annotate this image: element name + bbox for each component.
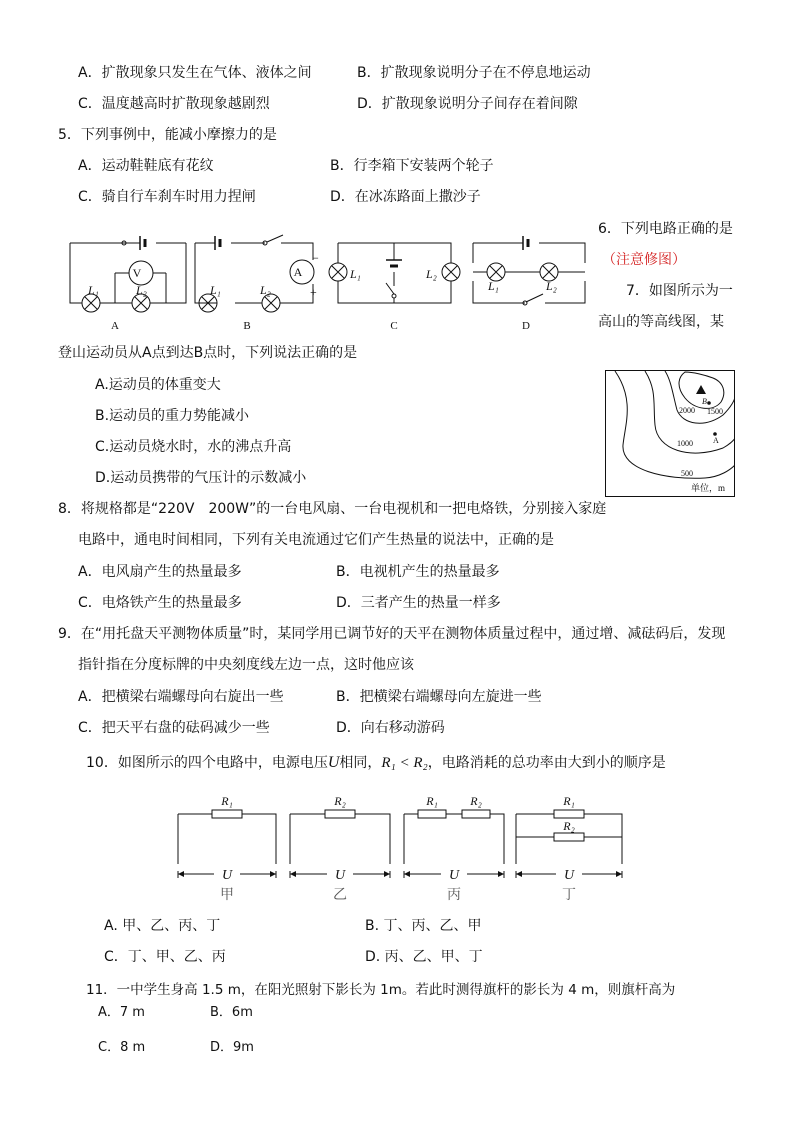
yi-u: U (334, 868, 346, 883)
q9-option-a: A．把横梁右端螺母向右旋出一些 (78, 689, 284, 705)
q6-stem: 6．下列电路正确的是 (598, 221, 733, 237)
circuit-b-label: B (243, 320, 251, 332)
yi-r2: R₂ (334, 794, 346, 808)
contour-1500: 1500 (707, 407, 723, 416)
q7-option-a: A.运动员的体重变大 (95, 377, 221, 393)
q10-stem-b: 相同， (339, 755, 382, 771)
q8-option-b: B．电视机产生的热量最多 (336, 564, 500, 580)
circuit-a (70, 236, 186, 312)
q7-option-c: C.运动员烧水时，水的沸点升高 (95, 439, 292, 455)
q8-option-c: C．电烙铁产生的热量最多 (78, 595, 242, 611)
q4-option-a: A．扩散现象只发生在气体、液体之间 (78, 65, 312, 81)
ding-u: U (563, 868, 575, 883)
circuit-d (473, 236, 585, 305)
q6-circuit-figure (60, 226, 600, 336)
q5-stem: 5．下列事例中，能减小摩擦力的是 (58, 127, 277, 143)
q11-option-b: B．6m (210, 1005, 253, 1020)
circuit-c-label: C (390, 320, 398, 332)
q10-stem-condition: R₁ < R₂ (381, 755, 428, 771)
q11-stem: 11．一中学生身高 1.5 m，在阳光照射下影长为 1m。若此时测得旗杆的影长为 4 m，则旗杆高为 (86, 982, 676, 998)
contour-2000: 2000 (679, 406, 695, 415)
a-l2: L₂ (136, 283, 147, 297)
d-l1: L₁ (488, 279, 499, 293)
q7-option-d: D.运动员携带的气压计的示数减小 (95, 470, 307, 486)
q9-line-1: 9．在“用托盘天平测物体质量”时，某同学用已调节好的天平在测物体质量过程中，通过增、减砝码后，发现 (58, 626, 726, 642)
q5-option-c: C．骑自行车刹车时用力捏闸 (78, 189, 256, 205)
q8-option-a: A．电风扇产生的热量最多 (78, 564, 242, 580)
q8-line-1: 8．将规格都是“220V 200W”的一台电风扇、一台电视机和一把电烙铁，分别接入家庭 (58, 501, 607, 517)
q10-stem-a: 10．如图所示的四个电路中，电源电压 (86, 755, 328, 771)
ding-r1: R₁ (563, 794, 575, 808)
circuit-a-label: A (111, 320, 119, 332)
q9-line-2: 指针指在分度标牌的中央刻度线左边一点，这时他应该 (78, 657, 414, 673)
c-l2: L₂ (426, 267, 437, 281)
q11-option-d: D．9m (210, 1040, 254, 1055)
label-bing: 丙 (447, 888, 461, 903)
q10-option-a: A. 甲、乙、丙、丁 (104, 918, 221, 934)
q11-option-a: A．7 m (98, 1005, 145, 1020)
circuit-d-label: D (522, 320, 530, 332)
bing-r2: R₂ (470, 794, 482, 808)
q9-option-c: C．把天平右盘的砝码减少一些 (78, 720, 270, 736)
label-yi: 乙 (333, 888, 347, 903)
q10-circuit-figure (170, 790, 626, 908)
q8-line-2: 电路中，通电时间相同，下列有关电流通过它们产生热量的说法中，正确的是 (78, 532, 554, 548)
q5-option-a: A．运动鞋鞋底有花纹 (78, 158, 214, 174)
q10-stem-u: U (327, 754, 340, 771)
q4-option-b: B．扩散现象说明分子在不停息地运动 (357, 65, 591, 81)
q7-stem-2: 高山的等高线图，某 (598, 314, 724, 330)
map-unit: 单位，m (691, 483, 726, 493)
q9-option-d: D．向右移动游码 (336, 720, 445, 736)
jia-r1: R₁ (221, 794, 233, 808)
bing-u: U (448, 868, 460, 883)
b-l1: L₁ (210, 283, 221, 297)
point-b-label: B (702, 397, 707, 406)
q5-option-d: D．在冰冻路面上撒沙子 (330, 189, 481, 205)
point-a-label: A (713, 436, 719, 445)
q10-option-c: C．丁、甲、乙、丙 (104, 949, 226, 965)
circuit-c (329, 243, 460, 303)
contour-map (605, 370, 735, 497)
q10-option-d: D. 丙、乙、甲、丁 (365, 949, 483, 965)
q10-option-b: B. 丁、丙、乙、甲 (365, 918, 482, 934)
jia-u: U (221, 868, 233, 883)
contour-500: 500 (681, 469, 693, 478)
q8-option-d: D．三者产生的热量一样多 (336, 595, 501, 611)
b-plus: + (310, 285, 317, 299)
q4-option-c: C．温度越高时扩散现象越剧烈 (78, 96, 270, 112)
voltmeter-label: V (132, 266, 142, 280)
q11-option-c: C．8 m (98, 1040, 146, 1055)
q5-option-b: B．行李箱下安装两个轮子 (330, 158, 494, 174)
q7-stem-3: 登山运动员从A点到达B点时，下列说法正确的是 (58, 345, 358, 361)
label-ding: 丁 (562, 888, 576, 903)
ding-r2: R₂ (563, 819, 575, 833)
c-l1: L₁ (350, 267, 361, 281)
q9-option-b: B．把横梁右端螺母向左旋进一些 (336, 689, 542, 705)
q6-note: （注意修图） (602, 252, 686, 268)
q10-stem-c: ，电路消耗的总功率由大到小的顺序是 (427, 755, 666, 771)
b-l2: L₂ (260, 283, 271, 297)
q4-option-d: D．扩散现象说明分子间存在着间隙 (357, 96, 578, 112)
q10-stem (86, 754, 666, 772)
q7-stem-1: 7．如图所示为一 (626, 283, 733, 299)
a-l1: L₁ (88, 283, 99, 297)
b-minus: − (312, 251, 319, 265)
contour-1000: 1000 (677, 439, 693, 448)
d-l2: L₂ (546, 279, 557, 293)
label-jia: 甲 (220, 888, 234, 903)
q7-option-b: B.运动员的重力势能减小 (95, 408, 250, 424)
bing-r1: R₁ (426, 794, 438, 808)
ammeter-label: A (293, 265, 303, 279)
